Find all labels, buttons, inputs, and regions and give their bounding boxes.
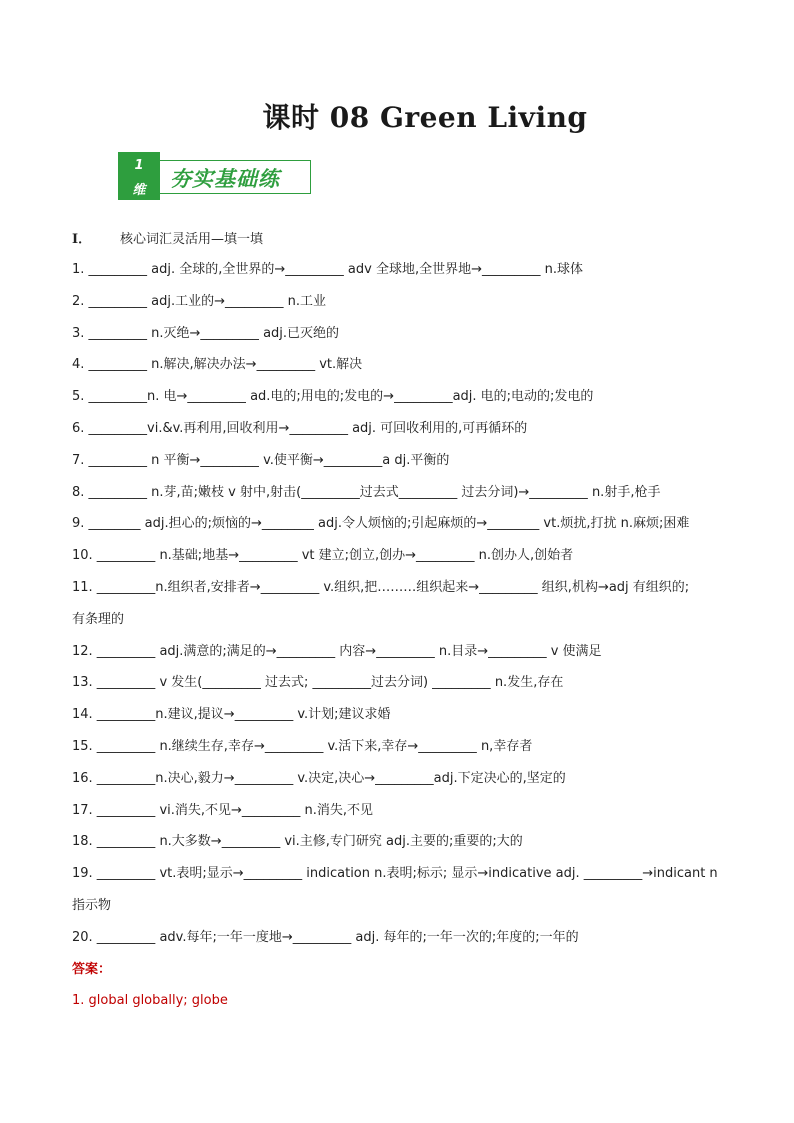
exercise-line-17: 17. _________ vi.消失,不见→_________ n.消失,不见 [72, 802, 374, 818]
exercise-line-19: 19. _________ vt.表明;显示→_________ indication n.表明;标示; 显示→indicative adj. _________→indicant n [72, 866, 718, 882]
exercise-line-6: 6. _________vi.&v.再利用,回收利用→_________ adj. 可回收利用的,可再循环的 [72, 420, 528, 436]
exercise-line-16: 16. _________n.决心,毅力→_________ v.决定,决心→_________adj.下定决心的,坚定的 [72, 770, 566, 786]
answer-label: 答案： [72, 961, 112, 977]
exercise-line-13: 13. _________ v 发生(_________ 过去式; _________过去分词) _________ n.发生,存在 [72, 675, 564, 691]
exercise-line-11: 11. _________n.组织者,安排者→_________ v.组织,把………组织起来→_________ 组织,机构→adj 有组织的; [72, 579, 690, 595]
exercise-line-18: 18. _________ n.大多数→_________ vi.主修,专门研究 adj.主要的;重要的;大的 [72, 834, 523, 850]
answer-1: 1. global globally; globe [72, 993, 228, 1009]
exercise-line-7: 7. _________ n 平衡→_________ v.使平衡→_________a dj.平衡的 [72, 452, 450, 468]
exercise-line-3: 3. _________ n.灭绝→_________ adj.已灭绝的 [72, 325, 340, 341]
section-heading [72, 228, 263, 247]
exercise-line-14: 14. _________n.建议,提议→_________ v.计划;建议求婚 [72, 707, 391, 723]
exercise-line-8: 8. _________ n.芽,苗;嫩枝 v 射中,射击(_________过去式_________ 过去分词)→_________ n.射手,枪手 [72, 484, 661, 500]
exercise-line-15: 15. _________ n.继续生存,幸存→_________ v.活下来,幸存→_________ n,幸存者 [72, 738, 533, 754]
exercise-line-12: 12. _________ adj.满意的;满足的→_________ 内容→_________ n.目录→_________ v 使满足 [72, 643, 602, 659]
exercise-line-5: 5. _________n. 电→_________ ad.电的;用电的;发电的→_________adj. 电的;电动的;发电的 [72, 389, 594, 405]
exercise-line-9: 9. ________ adj.担心的;烦恼的→________ adj.令人烦恼的;引起麻烦的→________ vt.烦扰,打扰 n.麻烦;困难 [72, 516, 690, 532]
exercise-list [72, 254, 728, 1017]
exercise-line-19-cont: 指示物 [72, 897, 112, 913]
banner-number: 1 [134, 158, 144, 173]
page-title: 课时 08 Green Living [262, 101, 588, 134]
section-title: 核心词汇灵活用—填一填 [120, 232, 264, 247]
banner-tag [118, 152, 160, 200]
banner-wei: 维 [132, 183, 146, 198]
exercise-line-11-cont: 有条理的 [72, 611, 125, 627]
section-banner [118, 152, 318, 200]
banner-bar [160, 160, 311, 194]
exercise-line-20: 20. _________ adv.每年;一年一度地→_________ adj. 每年的;一年一次的;年度的;一年的 [72, 929, 579, 945]
section-roman: I． [72, 232, 92, 247]
exercise-line-2: 2. _________ adj.工业的→_________ n.工业 [72, 293, 327, 309]
exercise-line-4: 4. _________ n.解决,解决办法→_________ vt.解决 [72, 357, 363, 373]
banner-label: 夯实基础练 [170, 167, 280, 191]
exercise-line-10: 10. _________ n.基础;地基→_________ vt 建立;创立,创办→_________ n.创办人,创始者 [72, 548, 574, 564]
exercise-line-1: 1. _________ adj. 全球的,全世界的→_________ adv 全球地,全世界地→_________ n.球体 [72, 262, 583, 277]
